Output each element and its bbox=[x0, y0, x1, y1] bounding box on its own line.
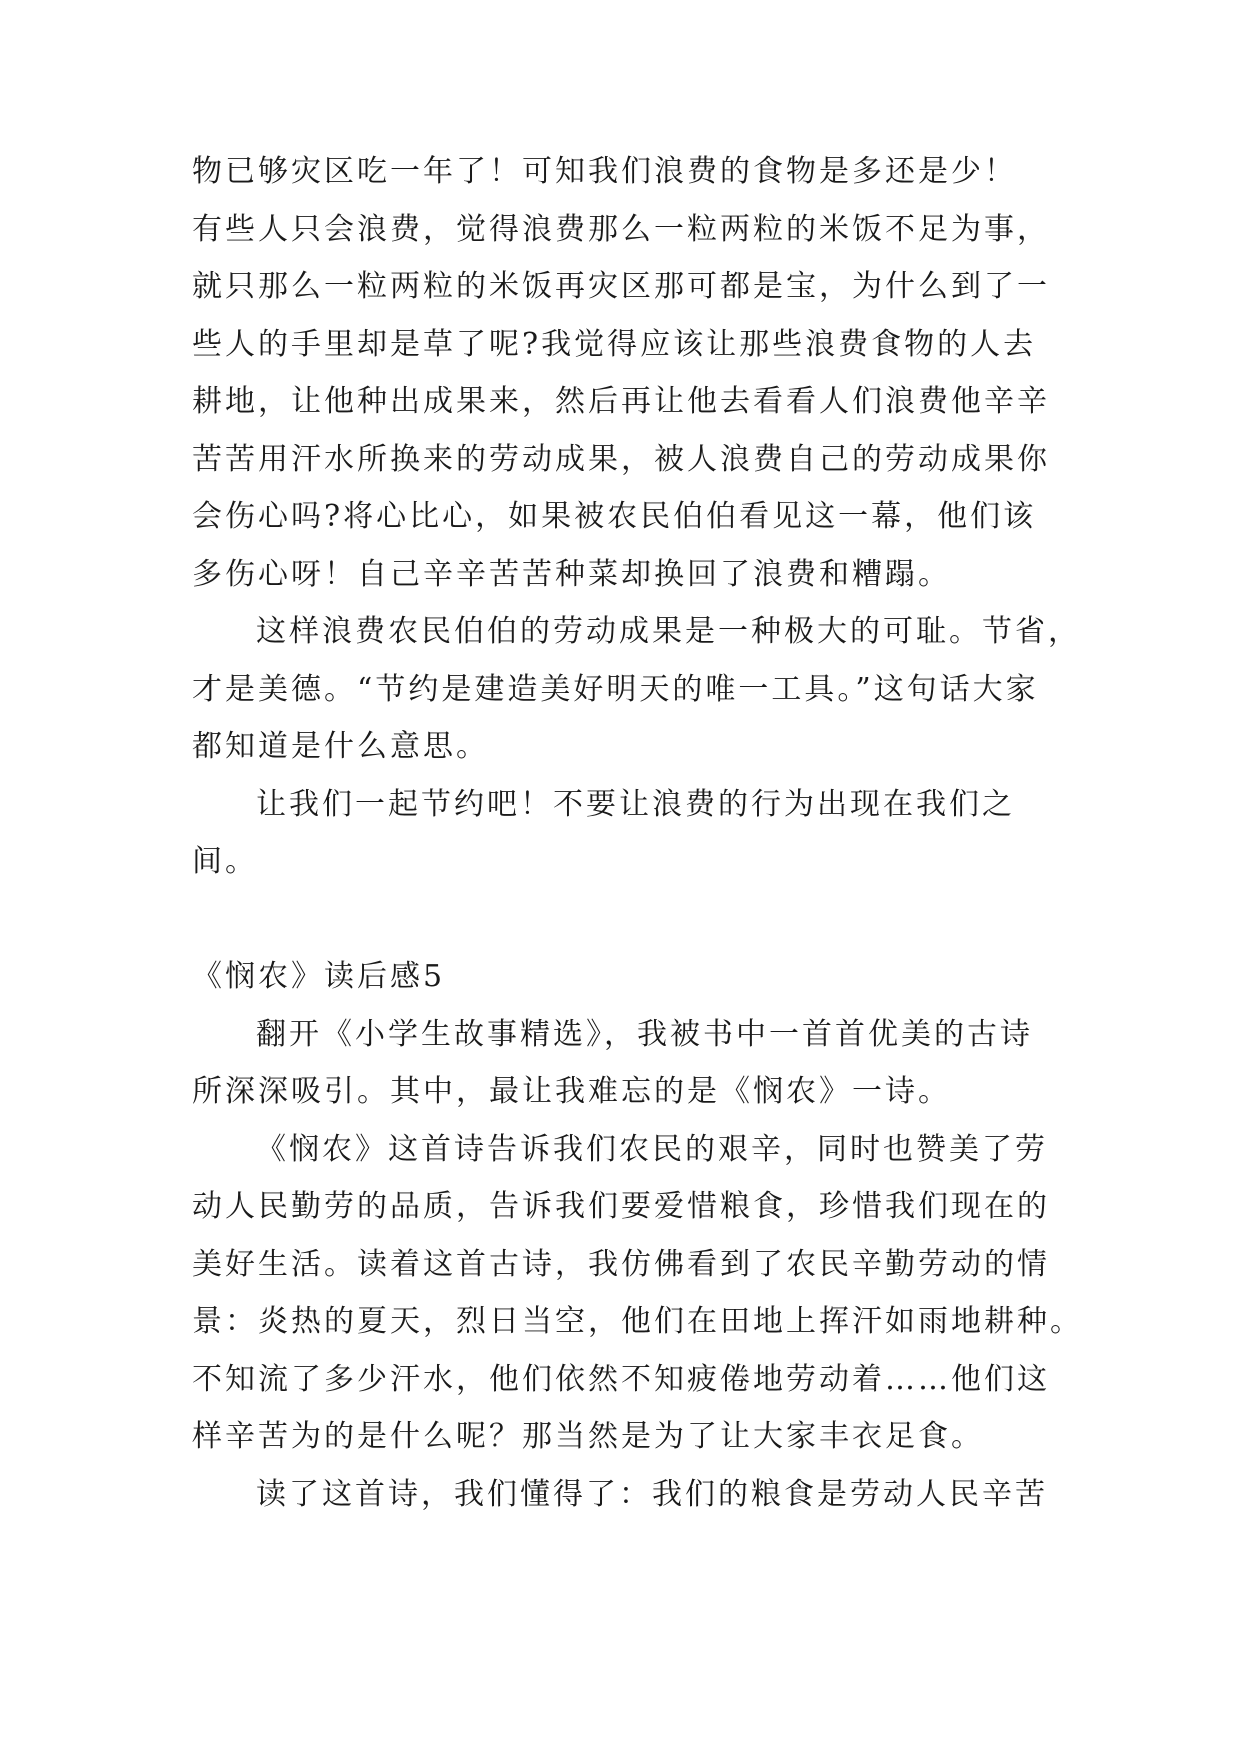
paragraph-first-line: 翻开《小学生故事精选》，我被书中一首首优美的古诗 bbox=[256, 1017, 1033, 1052]
text-line: 样辛苦为的是什么呢？那当然是为了让大家丰衣足食。 bbox=[192, 1419, 984, 1454]
text-line: 会伤心吗?将心比心，如果被农民伯伯看见这一幕，他们该 bbox=[192, 499, 1037, 534]
text-line: 动人民勤劳的品质，告诉我们要爱惜粮食，珍惜我们现在的 bbox=[192, 1189, 1050, 1224]
text-line: 多伤心呀！自己辛辛苦苦种菜却换回了浪费和糟蹋。 bbox=[192, 557, 951, 592]
text-line: 才是美德。“节约是建造美好明天的唯一工具。”这句话大家 bbox=[192, 672, 1039, 707]
text-line: 不知流了多少汗水，他们依然不知疲倦地劳动着……他们这 bbox=[192, 1362, 1050, 1397]
section-heading: 《悯农》读后感5 bbox=[192, 959, 446, 994]
text-line: 些人的手里却是草了呢?我觉得应该让那些浪费食物的人去 bbox=[192, 327, 1037, 362]
text-line: 都知道是什么意思。 bbox=[192, 729, 489, 764]
paragraph-first-line: 《悯农》这首诗告诉我们农民的艰辛，同时也赞美了劳 bbox=[256, 1132, 1048, 1167]
text-line: 所深深吸引。其中，最让我难忘的是《悯农》一诗。 bbox=[192, 1074, 951, 1109]
paragraph-first-line: 这样浪费农民伯伯的劳动成果是一种极大的可耻。节省， bbox=[256, 614, 1081, 649]
text-line: 物已够灾区吃一年了！可知我们浪费的食物是多还是少！ bbox=[192, 154, 1017, 189]
text-line: 间。 bbox=[192, 844, 258, 879]
paragraph-first-line: 读了这首诗，我们懂得了：我们的粮食是劳动人民辛苦 bbox=[256, 1477, 1048, 1512]
text-line: 就只那么一粒两粒的米饭再灾区那可都是宝，为什么到了一 bbox=[192, 269, 1050, 304]
text-line: 苦苦用汗水所换来的劳动成果，被人浪费自己的劳动成果你 bbox=[192, 442, 1050, 477]
paragraph-first-line: 让我们一起节约吧！不要让浪费的行为出现在我们之 bbox=[256, 787, 1015, 822]
text-line: 耕地，让他种出成果来，然后再让他去看看人们浪费他辛辛 bbox=[192, 384, 1050, 419]
text-line: 有些人只会浪费，觉得浪费那么一粒两粒的米饭不足为事， bbox=[192, 212, 1050, 247]
text-line: 美好生活。读着这首古诗，我仿佛看到了农民辛勤劳动的情 bbox=[192, 1247, 1050, 1282]
text-line: 景：炎热的夏天，烈日当空，他们在田地上挥汗如雨地耕种。 bbox=[192, 1304, 1083, 1339]
